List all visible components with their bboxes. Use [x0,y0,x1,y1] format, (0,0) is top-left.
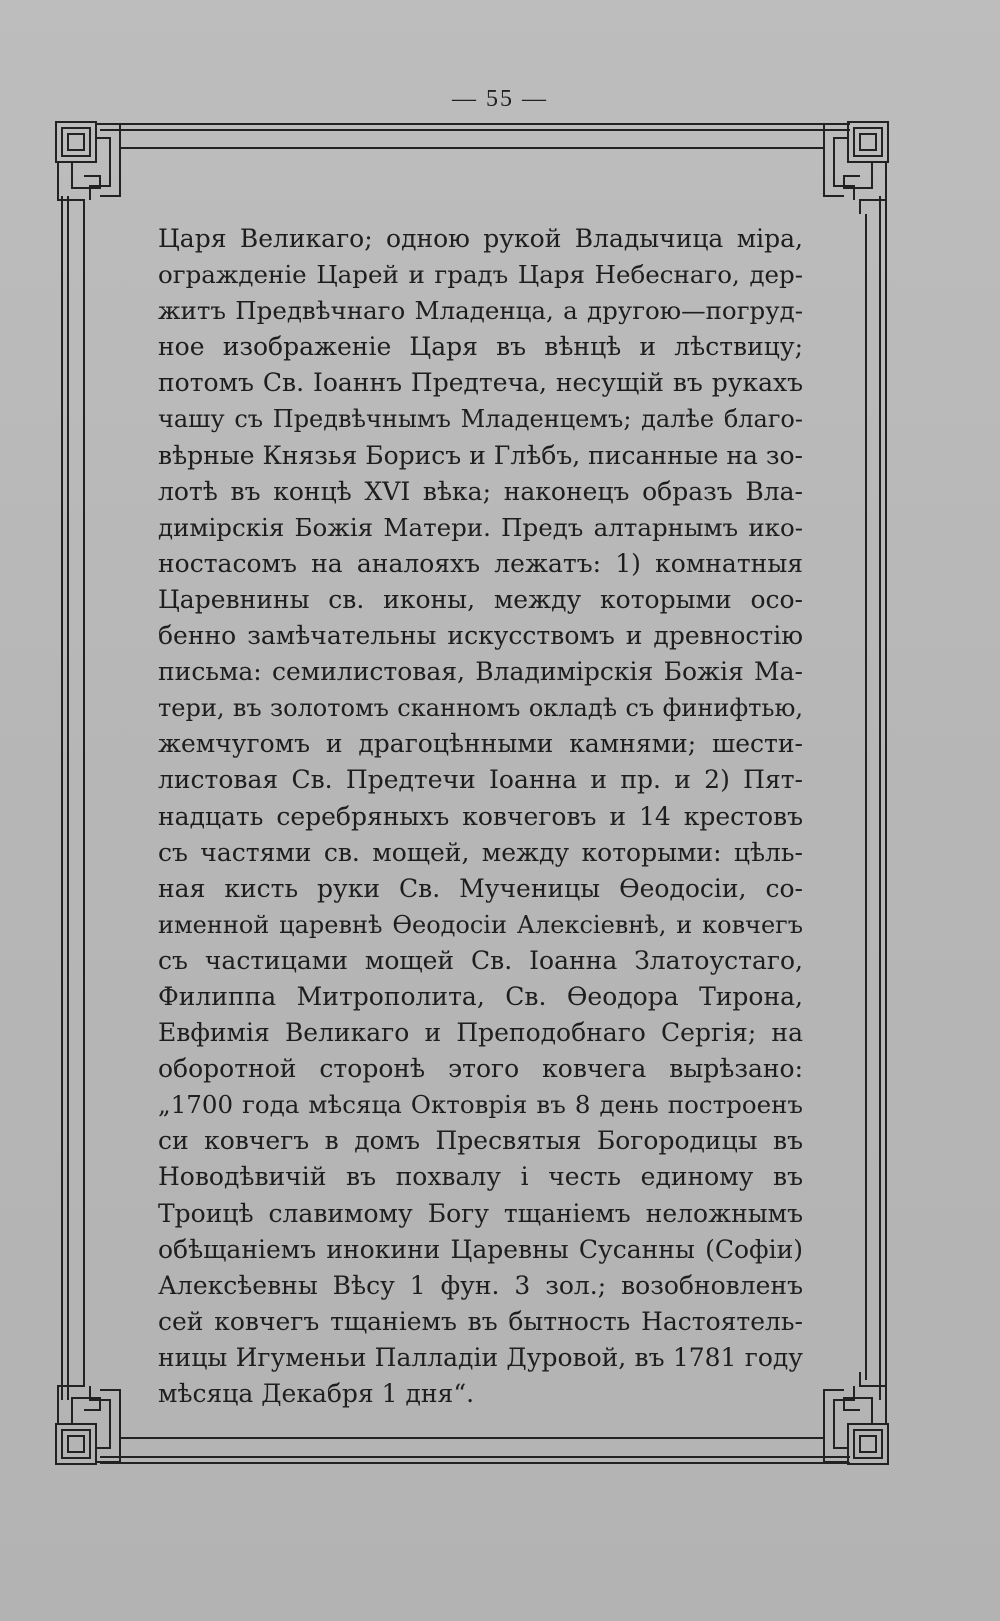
text-line: листовая Св. Предтечи Іоанна и пр. и 2) Пят- [158,765,803,795]
text-line: огражденіе Царей и градъ Царя Небеснаго, дер- [158,260,803,290]
corner-ornament-bottom-left [56,1372,130,1464]
text-line: си ковчегъ в домъ Пресвятыя Богородицы въ [158,1126,803,1156]
corner-ornament-top-right [814,122,888,214]
text-line: Филиппа Митрополита, Св. Ѳеодора Тирона, [158,981,803,1011]
text-line: Новодѣвичій въ похвалу і честь единому въ [158,1162,803,1192]
text-line: Царя Великаго; одною рукой Владычица міра, [158,224,803,253]
text-line: чашу съ Предвѣчнымъ Младенцемъ; далѣе благо- [158,405,803,434]
text-line: съ частицами мощей Св. Іоанна Златоустаго, [158,945,803,975]
text-line: лотѣ въ концѣ XVI вѣка; наконецъ образъ Вла- [158,476,803,506]
text-line: потомъ Св. Іоаннъ Предтеча, несущій въ рукахъ [158,368,803,398]
text-line: съ частями св. мощей, между которыми: цѣль- [158,837,803,867]
text-line: Алексѣевны Вѣсу 1 фун. 3 зол.; возобновленъ [158,1270,803,1300]
page-number: — 55 — [452,86,548,112]
text-line: Троицѣ славимому Богу тщаніемъ неложнымъ [158,1198,803,1228]
text-line: обѣщаніемъ инокини Царевны Сусанны (Софіи) [158,1234,803,1264]
corner-ornament-bottom-right [814,1372,888,1464]
text-line: оборотной сторонѣ этого ковчега вырѣзано: [158,1054,803,1084]
text-line: мѣсяца Декабря 1 дня“. [158,1379,475,1408]
text-line: ностасомъ на аналояхъ лежатъ: 1) комнатныя [158,548,803,578]
text-line: житъ Предвѣчнаго Младенца, а другою—погруд- [158,296,803,326]
text-line: надцать серебряныхъ ковчеговъ и 14 крестовъ [158,801,803,831]
text-line: именной царевнѣ Ѳеодосіи Алексіевнѣ, и ковчегъ [158,910,803,939]
text-line: жемчугомъ и драгоцѣнными камнями; шести- [158,729,803,759]
text-line: Царевнины св. иконы, между которыми осо- [158,584,803,614]
corner-ornament-top-left [56,122,130,214]
text-line: письма: семилистовая, Владимірскія Божія Ма- [158,657,803,687]
text-line: бенно замѣчательны искусствомъ и древностію [158,621,803,651]
text-line: Евфимія Великаго и Преподобнаго Сергія; на [158,1018,803,1048]
text-line: тери, въ золотомъ сканномъ окладѣ съ финифтью, [158,694,803,723]
text-line: вѣрные Князья Борисъ и Глѣбъ, писанные на зо- [158,440,803,470]
text-line: „1700 года мѣсяца Октоврія въ 8 день построенъ [158,1090,803,1120]
body-text [158,221,803,1412]
text-line: ное изображеніе Царя въ вѣнцѣ и лѣствицу; [158,332,803,362]
text-line: сей ковчегъ тщаніемъ въ бытность Настоятель- [158,1306,803,1336]
text-line: ницы Игуменьи Палладіи Дуровой, въ 1781 году [158,1342,803,1372]
text-line: димірскія Божія Матери. Предъ алтарнымъ ико- [158,512,803,542]
text-line: ная кисть руки Св. Мученицы Ѳеодосіи, со- [158,873,803,903]
